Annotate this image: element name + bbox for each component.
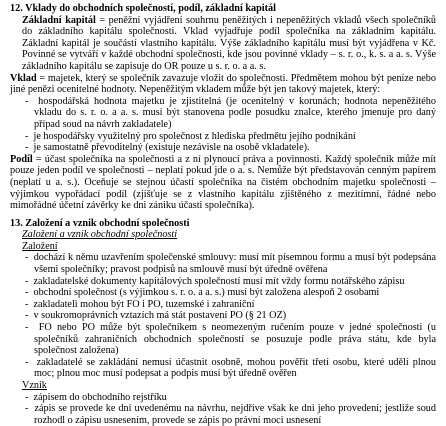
vklad-paragraph	[10, 73, 436, 96]
zalozeni-list-item: - v soukromoprávních vztazích má stát postavení PO (§ 21 OZ)	[25, 310, 287, 322]
zalozeni-label: Založení	[22, 240, 58, 252]
zalozeni-list-item: - dochází k němu uzavřením společenské smlouvy: musí mít písemnou formu a musí být podepsána všemi společníky; pravost podpisů na smlouvě musí být úředně ověřena	[25, 252, 436, 276]
vklad-list-item: - je hospodářsky využitelný pro společnost z hlediska předmětu jejího podnikání	[25, 130, 356, 142]
podil-paragraph	[10, 154, 436, 212]
vznik-list-item: - zápis se provede ke dni uvedenému na návrhu, nejdříve však ke dni jeho provedení; jestliže soud rozhodl o zápisu usnesením, provede se zápis po právní moci usnesení	[25, 403, 436, 426]
zakladni-kapital-text: = peněžní vyjádření souhrnu peněžitých i nepeněžitých vkladů všech společníků do základního kapitálu společnosti. Vklad vyjadřuje podíl společníka na základním kapitálu. Základní kapitál je součástí vlastního kapitálu. Výše základního kapitálu musí být vyjádřena v Kč. Povinné se vytváří v každé obchodní společnosti, kde jsou povinné vklady – s. r. o., k. s. a a. s. Výše základního kapitálu se zapisuje do OR pouze u s. r. o. a a. s.	[22, 14, 436, 72]
vznik-list-item: - zápisem do obchodního rejstříku	[25, 391, 167, 403]
podil-term: Podíl	[10, 153, 33, 165]
zalozeni-list-item: - obchodní společnost (s výjimkou s. r. o. a a. s.) musí být založena alespoň 2 osobami	[25, 287, 380, 299]
zalozeni-list-item: - zakladateli mohou být FO i PO, tuzemské i zahraniční	[25, 298, 255, 310]
zalozeni-list-item: - zakladatelé se zakládání nemusí účastnit osobně, mohou pověřit třetí osobu, které udělí plnou moc; plnou moc musí podepsat a podpis musí být úředně ověřen	[25, 356, 436, 380]
zalozeni-list-item: - zakladatelské dokumenty kapitálových společností musí mít vždy formu notářského zápisu	[25, 275, 405, 287]
section-12-heading: 12. Vklady do obchodních společností, podíl, základní kapitál	[10, 3, 276, 14]
section-13-heading: 13. Založení a vznik obchodní společnosti	[10, 217, 190, 229]
vklad-text: = majetek, který se společník zavazuje vložit do společnosti. Předmětem mohou být peníze nebo jiné penězi ocenitelné hodnoty. Nepeněžitým vkladem může být jen takový majetek, který:	[10, 72, 436, 96]
vklad-term: Vklad	[10, 72, 37, 84]
vklad-list-item: - hospodářská hodnota majetku je zjistitelná (je ocenitelný v korunách; hodnota nepeněžitého vkladu do s. r. o. a a. s. musí být stanovena podle posudku znalce, kterého jmenuje pro daný případ soud na návrh zakladatele)	[25, 95, 436, 130]
zalozeni-list-item: - FO nebo PO může být společníkem s neomezeným ručením pouze v jedné společnosti (u společníků zahraničních obchodních společností se posuzuje podle práva státu, kde byla společnost založena)	[25, 322, 436, 357]
podil-text: = účast společníka na společnosti a z ní plynoucí práva a povinnosti. Každý společník může mít pouze jeden podíl ve společnosti – neplatí pokud jde o a. s. Nemůže být představován cenným papírem (neplatí u a. s.). Oceňuje se stejnou účastí společníka na čistém obchodním majetku společnosti – výjimkou vypořádací podíl (zjišťuje se z vlastního kapitálu zjištěného z mezitímní, řádné nebo mimořádné účetní závěrky ke dni zániku účasti společníka).	[10, 153, 436, 212]
zakladni-kapital-paragraph	[10, 15, 436, 73]
vznik-label: Vznik	[22, 380, 47, 391]
section-13-subheading: Založení a vznik obchodní společnosti	[22, 229, 178, 241]
vklad-list-item: - je samostatně převoditelný (existuje nezávisle na osobě vkladatele).	[25, 142, 310, 154]
zakladni-kapital-term: Základní kapitál	[22, 14, 96, 26]
